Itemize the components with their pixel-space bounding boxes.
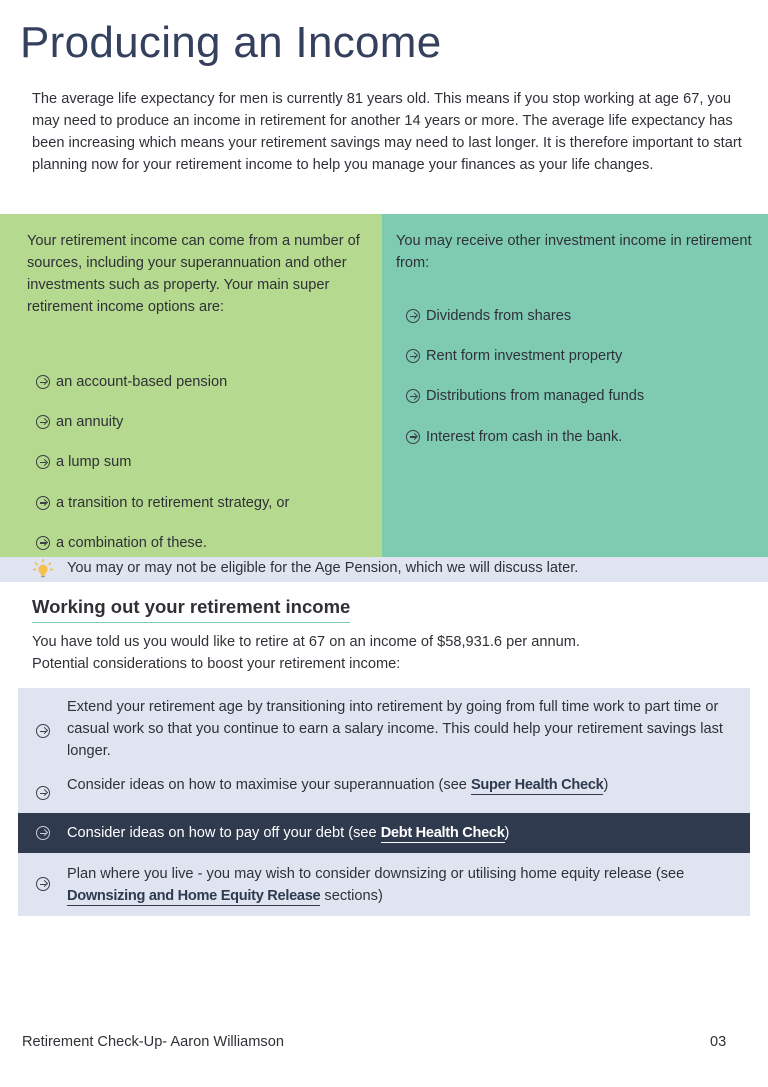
consideration-row-highlighted [18, 813, 750, 853]
list-item: Distributions from managed funds [406, 376, 644, 416]
arrow-circle-icon [36, 786, 50, 800]
super-health-check-link[interactable]: Super Health Check [470, 777, 604, 793]
super-income-panel [0, 214, 382, 557]
list-item: a combination of these. [36, 523, 289, 563]
lightbulb-icon [33, 559, 53, 580]
arrow-circle-icon [36, 375, 50, 389]
arrow-circle-icon [36, 724, 50, 738]
page-number: 03 [710, 1034, 727, 1050]
arrow-circle-icon [36, 826, 50, 840]
list-item: an account-based pension [36, 362, 289, 402]
super-income-text: Your retirement income can come from a number of sources, including your superannuation and other investments such as property. Your main super retirement income options are: [27, 233, 360, 315]
debt-health-check-link[interactable]: Debt Health Check [380, 825, 505, 841]
retirement-income-summary [32, 631, 744, 675]
arrow-circle-icon [36, 496, 50, 510]
list-item: a transition to retirement strategy, or [36, 483, 289, 523]
consideration-text: Plan where you live - you may wish to consider downsizing or utilising home equity release (see Downsizing and Home Equity Release sections) [67, 866, 685, 904]
consideration-row [18, 770, 750, 798]
page-title: Producing an Income [20, 18, 442, 67]
list-item: Interest from cash in the bank. [406, 417, 644, 457]
considerations-box [18, 688, 750, 916]
super-income-options-list [36, 362, 289, 563]
arrow-circle-icon [36, 536, 50, 550]
arrow-circle-icon [406, 349, 420, 363]
consideration-row [18, 861, 750, 909]
investment-income-panel [382, 214, 768, 557]
tip-text: You may or may not be eligible for the Age Pension, which we will discuss later. [67, 560, 579, 576]
arrow-circle-icon [406, 389, 420, 403]
arrow-circle-icon [36, 415, 50, 429]
list-item: Dividends from shares [406, 296, 644, 336]
consideration-text: Consider ideas on how to pay off your debt (see Debt Health Check) [67, 825, 510, 841]
consideration-text: Consider ideas on how to maximise your superannuation (see Super Health Check) [67, 777, 609, 793]
intro-paragraph: The average life expectancy for men is currently 81 years old. This means if you stop working at age 67, you may need to produce an income in retirement for another 14 years or more. The average life expectancy has been increasing which means your retirement savings may need to last longer. It is therefore important to start planning now for your retirement income to help you manage your finances as your life changes. [32, 91, 742, 173]
consideration-text: Extend your retirement age by transitioning into retirement by going from full time work to part time or casual work so that you continue to earn a salary income. This could help your retirement savings last longer. [67, 699, 723, 759]
consideration-row [18, 696, 750, 764]
arrow-circle-icon [406, 430, 420, 444]
retirement-goal-line: You have told us you would like to retire at 67 on an income of $58,931.6 per annum. [32, 634, 580, 650]
investment-income-list [406, 296, 644, 457]
list-item: an annuity [36, 402, 289, 442]
footer-document-title: Retirement Check-Up- Aaron Williamson [22, 1034, 284, 1050]
arrow-circle-icon [36, 455, 50, 469]
section-heading: Working out your retirement income [32, 596, 350, 623]
considerations-intro: Potential considerations to boost your retirement income: [32, 656, 401, 672]
arrow-circle-icon [36, 877, 50, 891]
arrow-circle-icon [406, 309, 420, 323]
investment-income-text: You may receive other investment income in retirement from: [396, 233, 752, 271]
list-item: a lump sum [36, 442, 289, 482]
list-item: Rent form investment property [406, 336, 644, 376]
age-pension-tip [0, 557, 768, 582]
downsizing-equity-release-link[interactable]: Downsizing and Home Equity Release [67, 888, 321, 904]
